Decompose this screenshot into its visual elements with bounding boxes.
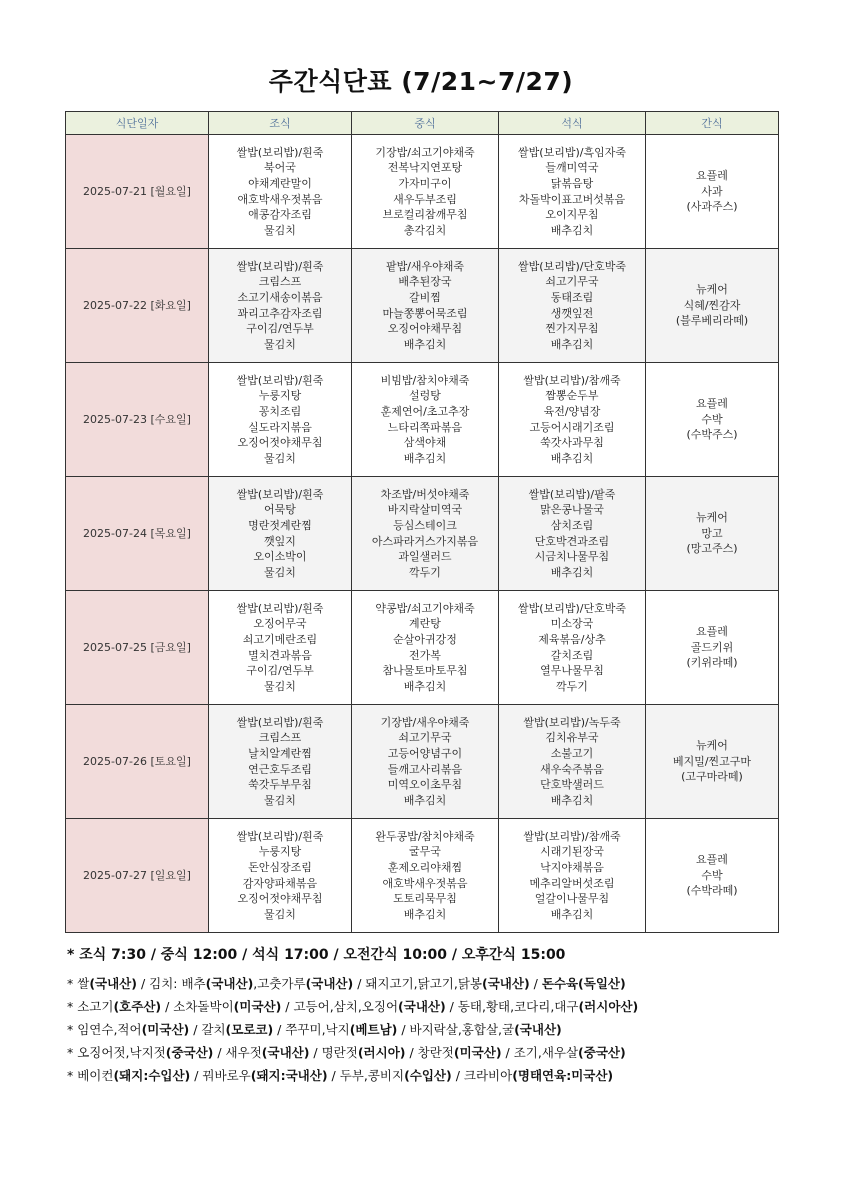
origin-text: / 꿔바로우 — [190, 1068, 251, 1083]
menu-item: 완두콩밥/참치야채죽 — [375, 829, 475, 843]
menu-item: (사과주스) — [686, 200, 738, 214]
menu-item: 생깻잎전 — [550, 306, 594, 320]
menu-item: 크림스프 — [258, 731, 302, 745]
origin-text: / 고등어,삼치,오징어 — [281, 999, 399, 1014]
menu-item: 굴무국 — [409, 845, 441, 859]
menu-item: 날치알계란찜 — [248, 746, 312, 760]
origin-country: (미국산) — [141, 1022, 190, 1037]
origin-country: (중국산) — [165, 1045, 214, 1060]
menu-item: 돈안심장조림 — [248, 860, 312, 874]
menu-item: 바지락살미역국 — [387, 503, 463, 517]
menu-item: 애호박새우젓볶음 — [382, 876, 468, 890]
origin-country: (러시아산) — [578, 999, 639, 1014]
menu-item: 맑은콩나물국 — [540, 503, 604, 517]
origin-country: (국내산) — [482, 976, 530, 991]
menu-item: 뉴케어 — [696, 511, 728, 525]
menu-cell-breakfast — [209, 363, 352, 477]
notes-section — [67, 944, 807, 1087]
menu-item: 누룽지탕 — [258, 389, 302, 403]
menu-item: 배추김치 — [403, 907, 447, 921]
menu-item: (고구마라떼) — [681, 770, 743, 784]
menu-item: 실도라지볶음 — [248, 420, 312, 434]
menu-item: 깻잎지 — [264, 534, 296, 548]
table-row — [66, 591, 779, 705]
origin-country: (중국산) — [578, 1045, 626, 1060]
origin-text: / 바지락살,홍합살,굴 — [397, 1022, 515, 1037]
menu-cell-snack — [646, 363, 779, 477]
origin-text: * 쌀 — [67, 976, 90, 991]
menu-date: 2025-07-26 [토요일] — [66, 705, 209, 819]
menu-item: 애호박새우젓볶음 — [237, 192, 323, 206]
menu-item: 약콩밥/쇠고기야채죽 — [375, 601, 475, 615]
menu-item: 마늘쫑뽕어묵조림 — [382, 306, 468, 320]
origin-text: / 동태,황태,코다리,대구 — [445, 999, 579, 1014]
menu-cell-breakfast — [209, 591, 352, 705]
origin-list — [67, 972, 807, 1087]
menu-item: 요플레 — [696, 169, 728, 183]
menu-item: 소불고기 — [550, 746, 594, 760]
menu-item: 메추리알버섯조림 — [529, 876, 615, 890]
origin-text: ,고춧가루 — [253, 976, 306, 991]
menu-item: 갈비찜 — [409, 290, 441, 304]
menu-item: 쇠고기무국 — [398, 731, 452, 745]
menu-item: 물김치 — [264, 223, 296, 237]
menu-item: 쌀밥(보리밥)/참깨죽 — [523, 373, 621, 387]
menu-item: 배추김치 — [550, 565, 594, 579]
menu-cell-dinner — [499, 477, 646, 591]
menu-item: 야채계란말이 — [248, 176, 312, 190]
origin-line — [67, 972, 807, 995]
menu-item: 계란탕 — [409, 617, 441, 631]
menu-item: 소고기새송이볶음 — [237, 290, 323, 304]
menu-item: 물김치 — [264, 793, 296, 807]
origin-text: / 두부,콩비지 — [327, 1068, 405, 1083]
origin-country: (국내산) — [205, 976, 254, 991]
menu-item: 오징어무국 — [253, 617, 307, 631]
menu-item: 물김치 — [264, 337, 296, 351]
menu-item: 기장밥/새우야채죽 — [380, 715, 470, 729]
menu-item: 단호박견과조림 — [534, 534, 610, 548]
origin-country: (국내산) — [261, 1045, 310, 1060]
menu-item: 닭볶음탕 — [550, 176, 594, 190]
menu-item: 망고 — [701, 526, 723, 540]
menu-date: 2025-07-25 [금요일] — [66, 591, 209, 705]
menu-item: 식혜/찐감자 — [683, 298, 741, 312]
menu-item: (수박라떼) — [686, 884, 738, 898]
menu-cell-lunch — [352, 135, 499, 249]
menu-item: 오징어야채무침 — [387, 322, 463, 336]
menu-item: 얼갈이나물무침 — [534, 892, 610, 906]
menu-item: 들깨고사리볶음 — [387, 762, 463, 776]
menu-item: 배추김치 — [403, 793, 447, 807]
menu-item: 북어국 — [264, 161, 296, 175]
menu-item: 깍두기 — [409, 565, 441, 579]
origin-text: / 크라비아 — [451, 1068, 513, 1083]
header-lunch: 중식 — [352, 112, 499, 135]
menu-item: 새우숙주볶음 — [540, 762, 604, 776]
origin-country: (호주산) — [113, 999, 162, 1014]
menu-item: 어묵탕 — [264, 503, 296, 517]
header-snack: 간식 — [646, 112, 779, 135]
menu-item: 고등어시래기조림 — [529, 420, 615, 434]
menu-item: 골드키위 — [690, 640, 734, 654]
menu-cell-breakfast — [209, 249, 352, 363]
menu-item: 요플레 — [696, 853, 728, 867]
menu-item: (키위라떼) — [686, 656, 738, 670]
menu-item: 삼색야채 — [403, 436, 447, 450]
menu-date: 2025-07-27 [일요일] — [66, 819, 209, 933]
origin-country: (미국산) — [233, 999, 282, 1014]
menu-cell-snack — [646, 135, 779, 249]
menu-item: 삼치조림 — [550, 518, 594, 532]
menu-cell-lunch — [352, 477, 499, 591]
menu-item: 쌀밥(보리밥)/흑임자죽 — [518, 145, 626, 159]
origin-text: / 창란젓 — [405, 1045, 454, 1060]
menu-item: 배추김치 — [550, 793, 594, 807]
menu-item: 시래기된장국 — [540, 845, 604, 859]
menu-date: 2025-07-23 [수요일] — [66, 363, 209, 477]
menu-item: 물김치 — [264, 679, 296, 693]
menu-item: 꽈리고추감자조림 — [237, 306, 323, 320]
menu-item: 쌀밥(보리밥)/흰죽 — [236, 259, 324, 273]
menu-item: 들깨미역국 — [545, 161, 599, 175]
menu-item: 배추김치 — [550, 451, 594, 465]
origin-text: * 소고기 — [67, 999, 114, 1014]
menu-item: 쇠고기메란조림 — [242, 632, 318, 646]
menu-item: 낙지야채볶음 — [540, 860, 604, 874]
weekly-menu-table — [65, 111, 779, 933]
menu-item: 제육볶음/상추 — [538, 632, 606, 646]
menu-item: 시금치나물무침 — [534, 550, 610, 564]
menu-item: 오징어젓야채무침 — [237, 436, 323, 450]
menu-item: 쌀밥(보리밥)/흰죽 — [236, 145, 324, 159]
menu-item: 참나물토마토무침 — [382, 664, 468, 678]
menu-cell-lunch — [352, 591, 499, 705]
menu-item: 배추김치 — [550, 337, 594, 351]
menu-item: 총각김치 — [403, 223, 447, 237]
menu-item: 사과 — [701, 184, 723, 198]
menu-item: 배추김치 — [403, 337, 447, 351]
menu-item: 뉴케어 — [696, 739, 728, 753]
table-row — [66, 819, 779, 933]
origin-line — [67, 1018, 807, 1041]
menu-item: 쌀밥(보리밥)/흰죽 — [236, 487, 324, 501]
menu-cell-lunch — [352, 363, 499, 477]
menu-item: 물김치 — [264, 907, 296, 921]
menu-item: 쌀밥(보리밥)/흰죽 — [236, 373, 324, 387]
menu-item: 누룽지탕 — [258, 845, 302, 859]
table-row — [66, 477, 779, 591]
origin-country: (돼지:국내산) — [250, 1068, 328, 1083]
menu-date: 2025-07-24 [목요일] — [66, 477, 209, 591]
menu-cell-dinner — [499, 249, 646, 363]
table-row — [66, 249, 779, 363]
menu-item: 아스파라거스가지볶음 — [371, 534, 479, 548]
menu-item: 꽁치조림 — [258, 404, 302, 418]
menu-cell-breakfast — [209, 477, 352, 591]
origin-text: / 조기,새우살 — [501, 1045, 579, 1060]
origin-text: / 소차돌박이 — [161, 999, 234, 1014]
menu-item: 비빔밥/참치야채죽 — [380, 373, 470, 387]
menu-item: 쇠고기무국 — [545, 275, 599, 289]
table-header-row — [66, 112, 779, 135]
origin-text: * 오징어젓,낙지젓 — [67, 1045, 166, 1060]
menu-item: (망고주스) — [686, 542, 738, 556]
menu-item: 짬뽕순두부 — [545, 389, 599, 403]
menu-item: 요플레 — [696, 625, 728, 639]
origin-country: (명태연육:미국산) — [512, 1068, 614, 1083]
menu-item: 가자미구이 — [398, 176, 452, 190]
origin-text: / 갈치 — [189, 1022, 226, 1037]
origin-text: / 돼지고기,닭고기,닭봉 — [353, 976, 482, 991]
menu-date: 2025-07-21 [월요일] — [66, 135, 209, 249]
menu-cell-lunch — [352, 249, 499, 363]
origin-country: 돈수육(독일산) — [541, 976, 626, 991]
origin-line — [67, 995, 807, 1018]
header-breakfast: 조식 — [209, 112, 352, 135]
menu-item: (블루베리라떼) — [675, 314, 749, 328]
menu-item: 기장밥/쇠고기야채죽 — [375, 145, 475, 159]
origin-text: * 베이컨 — [67, 1068, 114, 1083]
menu-item: (수박주스) — [686, 428, 738, 442]
menu-item: 쌀밥(보리밥)/단호박죽 — [518, 259, 626, 273]
menu-item: 미소장국 — [550, 617, 594, 631]
menu-cell-snack — [646, 819, 779, 933]
menu-item: 배추김치 — [550, 907, 594, 921]
menu-item: 쌀밥(보리밥)/팥죽 — [528, 487, 616, 501]
page-title: 주간식단표 (7/21~7/27) — [268, 67, 574, 96]
menu-item: 쌀밥(보리밥)/흰죽 — [236, 601, 324, 615]
origin-country: (러시아) — [357, 1045, 406, 1060]
menu-cell-lunch — [352, 819, 499, 933]
menu-cell-breakfast — [209, 135, 352, 249]
menu-item: 설렁탕 — [409, 389, 441, 403]
menu-item: 구이김/연두부 — [246, 322, 314, 336]
origin-line — [67, 1041, 807, 1064]
menu-item: 과일샐러드 — [398, 550, 452, 564]
menu-cell-dinner — [499, 819, 646, 933]
menu-item: 열무나물무침 — [540, 664, 604, 678]
menu-item: 찐가지무침 — [545, 322, 599, 336]
origin-country: (국내산) — [89, 976, 137, 991]
origin-text: / 명란젓 — [309, 1045, 358, 1060]
menu-item: 갈치조림 — [550, 648, 594, 662]
table-row — [66, 363, 779, 477]
menu-item: 김치유부국 — [545, 731, 599, 745]
menu-item: 배추된장국 — [398, 275, 452, 289]
menu-cell-breakfast — [209, 705, 352, 819]
menu-item: 팥밥/새우야채죽 — [385, 259, 465, 273]
origin-text: / 김치: 배추 — [136, 976, 206, 991]
menu-item: 훈제연어/초고추장 — [380, 404, 470, 418]
menu-cell-dinner — [499, 363, 646, 477]
menu-item: 깍두기 — [556, 679, 588, 693]
menu-item: 구이김/연두부 — [246, 664, 314, 678]
menu-item: 명란젓계란찜 — [248, 518, 312, 532]
menu-cell-snack — [646, 477, 779, 591]
menu-cell-snack — [646, 705, 779, 819]
menu-cell-lunch — [352, 705, 499, 819]
menu-item: 새우두부조림 — [393, 192, 457, 206]
origin-text: * 임연수,적어 — [67, 1022, 142, 1037]
menu-item: 쌀밥(보리밥)/단호박죽 — [518, 601, 626, 615]
menu-item: 요플레 — [696, 397, 728, 411]
menu-cell-snack — [646, 249, 779, 363]
origin-country: (수입산) — [404, 1068, 452, 1083]
menu-item: 차조밥/버섯야채죽 — [380, 487, 470, 501]
menu-item: 크림스프 — [258, 275, 302, 289]
menu-item: 육전/양념장 — [543, 404, 601, 418]
menu-item: 동태조림 — [550, 290, 594, 304]
origin-country: (국내산) — [398, 999, 446, 1014]
origin-country: (돼지:수입산) — [113, 1068, 191, 1083]
menu-item: 미역오이초무침 — [387, 778, 463, 792]
menu-item: 연근호두조림 — [248, 762, 312, 776]
menu-cell-snack — [646, 591, 779, 705]
menu-cell-dinner — [499, 135, 646, 249]
menu-item: 쑥갓사과무침 — [540, 436, 604, 450]
menu-item: 고등어양념구이 — [387, 746, 463, 760]
menu-item: 전복낙지연포탕 — [387, 161, 463, 175]
menu-item: 멸치견과볶음 — [248, 648, 312, 662]
origin-line — [67, 1064, 807, 1087]
menu-item: 물김치 — [264, 565, 296, 579]
menu-item: 배추김치 — [550, 223, 594, 237]
menu-item: 훈제오리야채찜 — [387, 860, 463, 874]
menu-item: 뉴케어 — [696, 283, 728, 297]
menu-item: 브로컬리참깨무침 — [382, 208, 468, 222]
table-row — [66, 135, 779, 249]
menu-item: 베지밀/찐고구마 — [672, 754, 752, 768]
menu-item: 단호박샐러드 — [540, 778, 604, 792]
menu-item: 쌀밥(보리밥)/흰죽 — [236, 829, 324, 843]
menu-item: 오징어젓야채무침 — [237, 892, 323, 906]
origin-text: / — [529, 976, 542, 991]
origin-country: (미국산) — [453, 1045, 502, 1060]
menu-item: 차돌박이표고버섯볶음 — [518, 192, 626, 206]
origin-text: / 새우젓 — [213, 1045, 262, 1060]
menu-item: 감자양파채볶음 — [242, 876, 318, 890]
menu-item: 도토리묵무침 — [393, 892, 457, 906]
menu-item: 오이소박이 — [253, 550, 307, 564]
menu-cell-dinner — [499, 705, 646, 819]
origin-text: / 쭈꾸미,낙지 — [273, 1022, 350, 1037]
menu-item: 배추김치 — [403, 679, 447, 693]
menu-item: 등심스테이크 — [393, 518, 457, 532]
menu-date: 2025-07-22 [화요일] — [66, 249, 209, 363]
menu-item: 쌀밥(보리밥)/녹두죽 — [523, 715, 621, 729]
menu-item: 애콩감자조림 — [248, 208, 312, 222]
meal-schedule: * 조식 7:30 / 중식 12:00 / 석식 17:00 / 오전간식 10:00 / 오후간식 15:00 — [67, 947, 566, 963]
menu-item: 순살아귀강정 — [393, 632, 457, 646]
menu-cell-breakfast — [209, 819, 352, 933]
header-dinner: 석식 — [499, 112, 646, 135]
menu-item: 쑥갓두부무침 — [248, 778, 312, 792]
menu-item: 오이지무침 — [545, 208, 599, 222]
origin-country: (국내산) — [305, 976, 354, 991]
menu-item: 수박 — [701, 412, 723, 426]
menu-cell-dinner — [499, 591, 646, 705]
menu-item: 느타리쪽파볶음 — [387, 420, 463, 434]
origin-country: (베트남) — [349, 1022, 398, 1037]
menu-item: 쌀밥(보리밥)/흰죽 — [236, 715, 324, 729]
origin-country: (모로코) — [225, 1022, 274, 1037]
menu-item: 쌀밥(보리밥)/참깨죽 — [523, 829, 621, 843]
menu-item: 수박 — [701, 868, 723, 882]
table-row — [66, 705, 779, 819]
menu-item: 전가복 — [409, 648, 441, 662]
origin-country: (국내산) — [514, 1022, 562, 1037]
header-date: 식단일자 — [66, 112, 209, 135]
menu-item: 물김치 — [264, 451, 296, 465]
menu-item: 배추김치 — [403, 451, 447, 465]
